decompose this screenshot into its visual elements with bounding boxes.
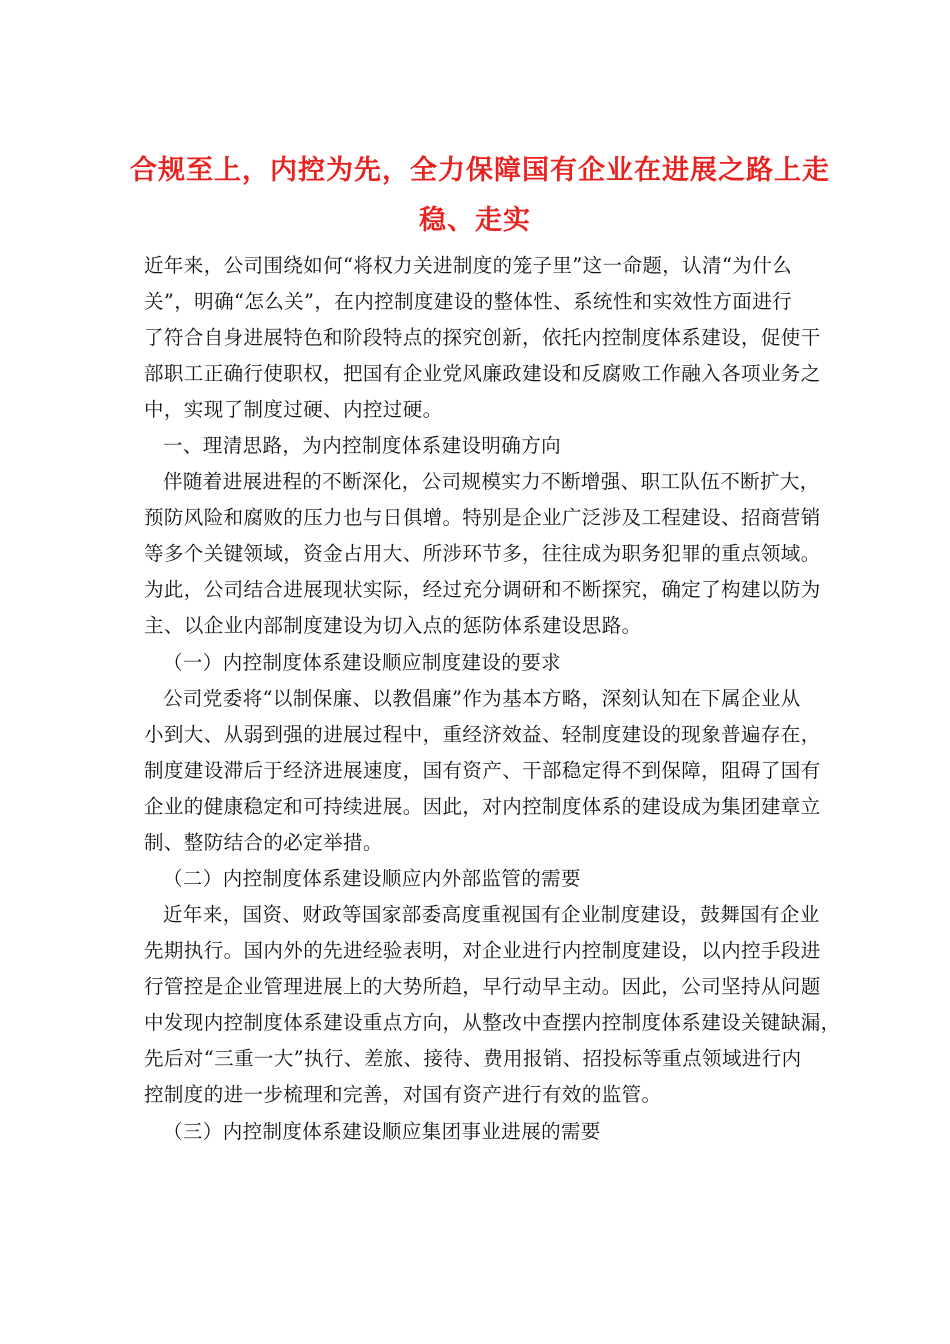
paragraph-line: 部职工正确行使职权，把国有企业党风廉政建设和反腐败工作融入各项业务之 <box>144 362 821 385</box>
subsection-heading: （二）内控制度体系建设顺应内外部监管的需要 <box>163 867 581 890</box>
document-title-line-2: 稳、走实 <box>419 205 531 236</box>
paragraph-line: 制、整防结合的必定举措。 <box>144 831 383 854</box>
paragraph-line: 控制度的进一步梳理和完善，对国有资产进行有效的监管。 <box>144 1083 662 1106</box>
paragraph-line: 公司党委将“以制保廉、以教倡廉”作为基本方略，深刻认知在下属企业从 <box>163 687 801 710</box>
paragraph-line: 制度建设滞后于经济进展速度，国有资产、干部稳定得不到保障，阻碍了国有 <box>144 759 821 782</box>
subsection-heading: （三）内控制度体系建设顺应集团事业进展的需要 <box>163 1120 601 1143</box>
subsection-heading: （一）内控制度体系建设顺应制度建设的要求 <box>163 651 562 674</box>
paragraph-line: 中，实现了制度过硬、内控过硬。 <box>144 398 443 421</box>
paragraph-line: 等多个关键领域，资金占用大、所涉环节多，往往成为职务犯罪的重点领域。 <box>144 542 821 565</box>
paragraph-line: 行管控是企业管理进展上的大势所趋，早行动早主动。因此，公司坚持从问题 <box>144 975 821 998</box>
paragraph-line: 预防风险和腐败的压力也与日俱增。特别是企业广泛涉及工程建设、招商营销 <box>144 506 821 529</box>
paragraph-line: 小到大、从弱到强的进展过程中，重经济效益、轻制度建设的现象普遍存在， <box>144 723 821 746</box>
document-title-line-1: 合规至上，内控为先，全力保障国有企业在进展之路上走 <box>130 155 830 186</box>
section-heading: 一、理清思路，为内控制度体系建设明确方向 <box>163 434 562 457</box>
paragraph-line: 先后对“三重一大”执行、差旅、接待、费用报销、招投标等重点领域进行内 <box>144 1047 802 1070</box>
paragraph-line: 先期执行。国内外的先进经验表明，对企业进行内控制度建设，以内控手段进 <box>144 939 821 962</box>
paragraph-line: 主、以企业内部制度建设为切入点的惩防体系建设思路。 <box>144 614 642 637</box>
paragraph-line: 中发现内控制度体系建设重点方向，从整改中查摆内控制度体系建设关键缺漏， <box>144 1011 841 1034</box>
paragraph-line: 近年来，国资、财政等国家部委高度重视国有企业制度建设，鼓舞国有企业 <box>163 903 820 926</box>
paragraph-line: 伴随着进展进程的不断深化，公司规模实力不断增强、职工队伍不断扩大， <box>163 470 820 493</box>
paragraph-line: 了符合自身进展特色和阶段特点的探究创新，依托内控制度体系建设，促使干 <box>144 326 821 349</box>
paragraph-line: 近年来，公司围绕如何“将权力关进制度的笼子里”这一命题，认清“为什么 <box>144 254 793 277</box>
paragraph-line: 关”，明确“怎么关”，在内控制度建设的整体性、系统性和实效性方面进行 <box>144 290 793 313</box>
paragraph-line: 企业的健康稳定和可持续进展。因此，对内控制度体系的建设成为集团建章立 <box>144 795 821 818</box>
paragraph-line: 为此，公司结合进展现状实际，经过充分调研和不断探究，确定了构建以防为 <box>144 578 821 601</box>
